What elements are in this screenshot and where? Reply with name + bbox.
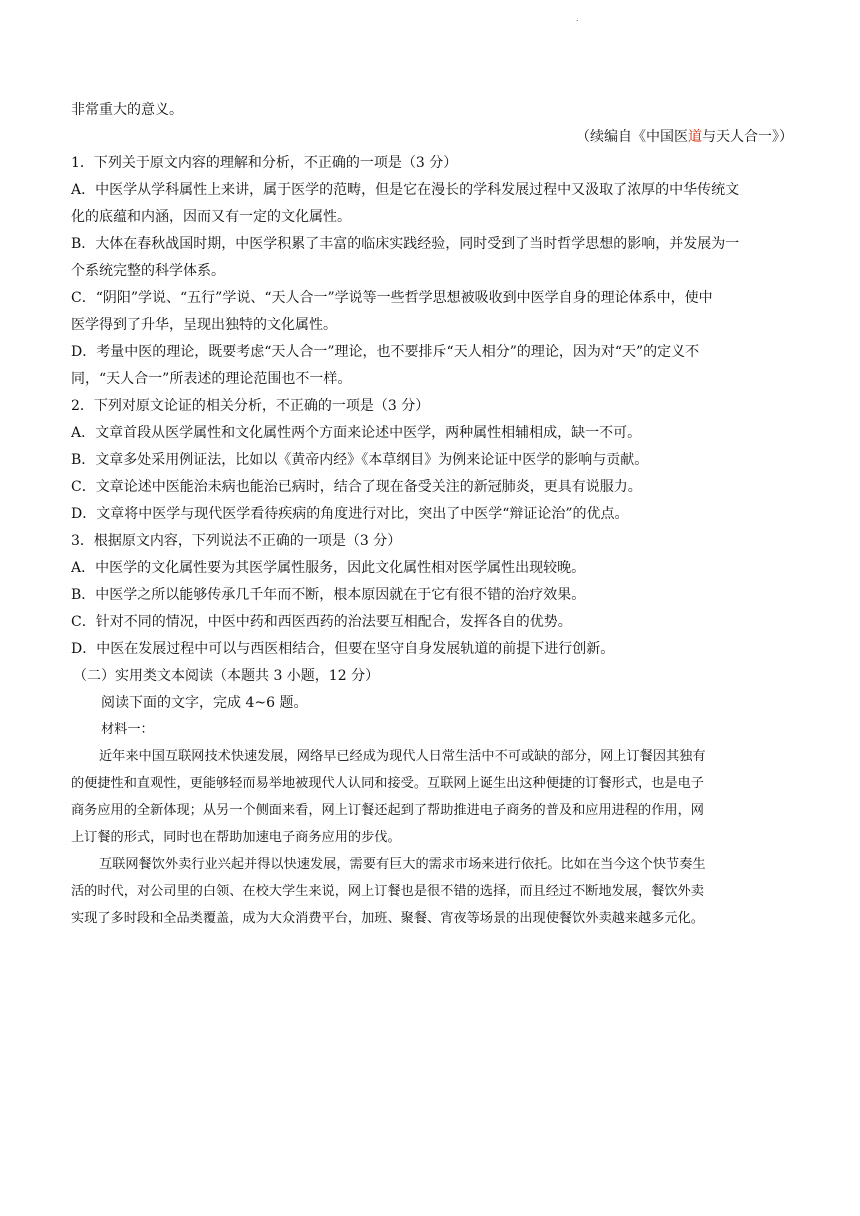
option-1d: D．考量中医的理论，既要考虑“天人合一”理论，也不要排斥“天人相分”的理论，因为对“天”的定义不 [71, 344, 700, 360]
paragraph-line: 近年来中国互联网技术快速发展，网络早已经成为现代人日常生活中不可或缺的部分，网上订餐因其独有 [99, 749, 706, 764]
option-3d: D．中医在发展过程中可以与西医相结合，但要在坚守自身发展轨道的前提下进行创新。 [71, 641, 615, 657]
option-2d: D．文章将中医学与现代医学看待疾病的角度进行对比，突出了中医学“辩证论治”的优点。 [71, 506, 629, 522]
section-heading: （二）实用类文本阅读（本题共 3 小题，12 分） [73, 668, 380, 684]
option-3a: A．中医学的文化属性要为其医学属性服务，因此文化属性相对医学属性出现较晚。 [71, 560, 586, 576]
option-2c: C．文章论述中医能治未病也能治已病时，结合了现在备受关注的新冠肺炎，更具有说服力。 [71, 479, 642, 495]
option-1d-cont: 同，“天人合一”所表述的理论范围也不一样。 [71, 371, 352, 387]
citation-highlight: 道 [688, 129, 702, 145]
question-3: 3．根据原文内容，下列说法不正确的一项是（3 分） [71, 533, 402, 549]
paragraph-line: 的便捷性和直观性，更能够轻而易举地被现代人认同和接受。互联网上诞生出这种便捷的订餐形式，也是电子 [71, 776, 704, 791]
option-2a: A．文章首段从医学属性和文化属性两个方面来论述中医学，两种属性相辅相成，缺一不可。 [71, 425, 642, 441]
citation-part: 与天人合一》） [702, 129, 793, 145]
option-1c: C．“阴阳”学说、“五行”学说、“天人合一”学说等一些哲学思想被吸收到中医学自身的理论体系中，使中 [71, 290, 713, 306]
option-1b-cont: 个系统完整的科学体系。 [71, 263, 225, 279]
citation-part: （续编自《中国医 [576, 129, 688, 145]
option-1c-cont: 医学得到了升华，呈现出独特的文化属性。 [71, 317, 337, 333]
paragraph-line: 活的时代，对公司里的白领、在校大学生来说，网上订餐也是很不错的选择，而且经过不断地发展，餐饮外卖 [71, 884, 704, 899]
text-line: 非常重大的意义。 [71, 102, 183, 118]
paragraph-line: 实现了多时段和全品类覆盖，成为大众消费平台，加班、聚餐、宵夜等场景的出现使餐饮外卖越来越多元化。 [71, 911, 704, 926]
header-dot: . [576, 14, 579, 23]
paragraph-line: 上订餐的形式，同时也在帮助加速电子商务应用的步伐。 [71, 830, 401, 845]
source-citation [71, 127, 793, 147]
paragraph-line: 互联网餐饮外卖行业兴起并得以快速发展，需要有巨大的需求市场来进行依托。比如在当今这个快节奏生 [99, 857, 706, 872]
instruction: 阅读下面的文字，完成 4~6 题。 [101, 695, 308, 711]
option-2b: B．文章多处采用例证法，比如以《黄帝内经》《本草纲目》为例来论证中医学的影响与贡献。 [71, 452, 649, 468]
option-1b: B．大体在春秋战国时期，中医学积累了丰富的临床实践经验，同时受到了当时哲学思想的影响，并发展为一 [71, 236, 740, 252]
option-1a: A．中医学从学科属性上来讲，属于医学的范畴，但是它在漫长的学科发展过程中又汲取了浓厚的中华传统文 [71, 182, 740, 198]
question-2: 2．下列对原文论证的相关分析，不正确的一项是（3 分） [71, 398, 430, 414]
paragraph-line: 商务应用的全新体现；从另一个侧面来看，网上订餐还起到了帮助推进电子商务的普及和应用进程的作用，网 [71, 803, 704, 818]
option-3b: B．中医学之所以能够传承几千年而不断，根本原因就在于它有很不错的治疗效果。 [71, 587, 586, 603]
material-label: 材料一： [101, 722, 154, 737]
option-3c: C．针对不同的情况，中医中药和西医西药的治法要互相配合，发挥各自的优势。 [71, 614, 572, 630]
option-1a-cont: 化的底蕴和内涵，因而又有一定的文化属性。 [71, 209, 351, 225]
question-1: 1．下列关于原文内容的理解和分析，不正确的一项是（3 分） [71, 155, 458, 171]
